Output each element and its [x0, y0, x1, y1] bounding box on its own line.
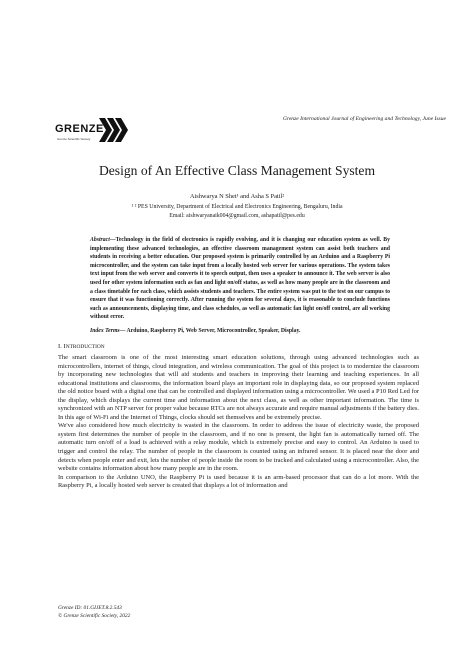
- index-terms-text: — Arduino, Raspberry Pi, Web Server, Microcontroller, Speaker, Display.: [119, 328, 301, 334]
- paper-authors: Aishwarya N Shet¹ and Asha S Patil²: [189, 193, 285, 200]
- abstract-text: —Technology in the field of electronics is rapidly evolving, and it is changing our education system as well. By implementing these advanced technologies, an effective classroom management system can assist both teachers and students in receiving a better education. Our proposed system is primarily controlled by an Arduino and a Raspberry Pi microcontroller, and the system can take input from a locally hosted web server for various operations. The system takes text input from the web server and converts it to speech output, then uses a speaker to announce it. The web server is also used for other system information such as fan and light on/off status, as well as how many people are in the classroom and a class timetable for each class, which assists students and teachers. The entire system was put to the test on our campus to ensure that it was functioning correctly. After running the system for several days, it is reasonable to conclude functions such as announcements, displaying time, and class schedules, as well as automatic fan light on/off control, are all working without error.: [90, 237, 390, 321]
- footer: [58, 604, 130, 620]
- copyright: © Grenze Scientific Society, 2022: [58, 613, 131, 619]
- paper-title: Design of An Effective Class Management System: [98, 163, 376, 178]
- grenze-logo: [55, 118, 125, 148]
- section-first-letter: I: [63, 343, 66, 350]
- section-title-rest: NTRODUCTION: [65, 344, 105, 350]
- abstract: [90, 236, 390, 322]
- section-number: I.: [58, 343, 62, 350]
- grenze-id: Grenze ID: 01.GIJET.8.2.543: [58, 605, 122, 611]
- paper-affiliation: ¹ ² PES University, Department of Electrical and Electronics Engineering, Bengaluru, India: [131, 204, 343, 210]
- section-heading: [58, 343, 105, 350]
- body-paragraph: In comparison to the Arduino UNO, the Raspberry Pi is used because it is an arm-based processor that can do a lot more. With the Raspberry Pi, a locally hosted web server is created that displays a lot of information and: [58, 473, 419, 490]
- body-paragraph: We've also considered how much electricity is wasted in the classroom. In order to address the issue of electricity waste, the proposed system first determines the number of people in the classroom, and if no one is present, the light fan is automatically turned off. The automatic turn on/off of a load is achieved with a relay module, which is extremely precise and easy to control. An Arduino is used to trigger and control the relay. The number of people in the classroom is counted using an infrared sensor. It is placed near the door and detects when people enter and exit, lets the number of people inside the room to be tracked and calculated using a microcontroller. Also, the website contains information about how many people are in the room.: [58, 422, 419, 473]
- journal-header: Grenze International Journal of Engineering and Technology, June Issue: [282, 116, 446, 122]
- paper-email: Email: aishwaryanaik004@gmail.com, ashapatil@pes.edu: [169, 213, 305, 219]
- body-text: [58, 354, 419, 491]
- logo-subtitle: Grenze Scientific Society: [57, 137, 91, 141]
- index-terms-label: Index Terms: [90, 328, 120, 334]
- abstract-label: Abstract: [90, 237, 110, 243]
- chevron-logo-icon: [99, 118, 129, 142]
- body-paragraph: The smart classroom is one of the most interesting smart education solutions, through using advanced technologies such as microcontrollers, internet of things, cloud integration, and wireless communication. The goal of this project is to modernize the classroom by incorporating new technologies that will aid students and teachers in improving their learning and teaching experiences. In all educational institutions and classrooms, the information board plays an important role in displaying data, so our proposed system replaced the old notice board with a digital one that can be controlled and displayed information using a microcontroller. We used a P10 Red Led for the display, which displays the current time and information about the next class, as well as other important information. The time is synchronized with an NTP server for proper value because RTCs are not always accurate and require manual adjustments if the battery dies. In this age of Wi-Fi and the Internet of Things, clocks should set themselves and be extremely precise.: [58, 354, 419, 421]
- logo-wordmark: GRENZE: [55, 123, 104, 135]
- index-terms: [90, 327, 390, 336]
